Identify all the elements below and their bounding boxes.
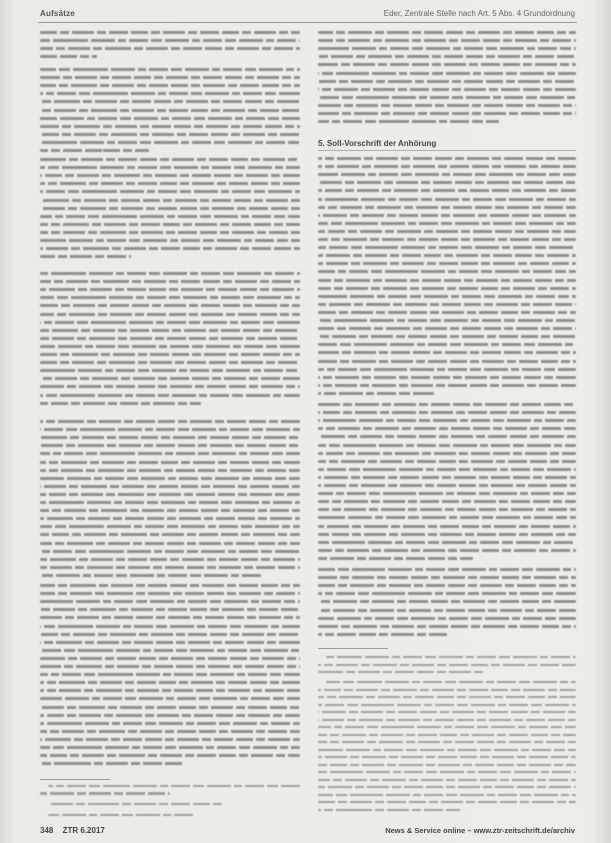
illegible-text-line [40, 706, 300, 709]
illegible-text-line [40, 141, 300, 144]
illegible-text-line [318, 262, 576, 265]
illegible-text-line [40, 533, 300, 536]
illegible-text-line [40, 517, 300, 520]
illegible-text-line [40, 689, 300, 692]
illegible-text-line [40, 239, 300, 242]
illegible-footnote-line [40, 792, 170, 794]
illegible-text-line [40, 125, 300, 128]
illegible-text-line [40, 452, 300, 455]
illegible-text-line [40, 47, 300, 50]
illegible-text-line [40, 92, 300, 95]
illegible-text-line [40, 681, 300, 684]
illegible-footnote-line [318, 764, 576, 766]
section-heading-rule [318, 150, 576, 151]
illegible-text-line [40, 550, 300, 553]
illegible-text-line [40, 100, 300, 103]
illegible-text-line [40, 665, 300, 668]
illegible-text-line [318, 157, 576, 160]
illegible-text-line [40, 84, 300, 87]
section-heading: 5. Soll-Vorschrift der Anhörung [318, 139, 437, 148]
illegible-text-line [318, 460, 576, 463]
illegible-text-line [40, 199, 300, 202]
illegible-footnote-line [318, 779, 576, 781]
illegible-text-line [318, 31, 576, 34]
illegible-text-line [40, 223, 300, 226]
illegible-text-line [318, 104, 576, 107]
illegible-footnote-line [318, 664, 576, 666]
illegible-footnote-line [318, 704, 576, 706]
illegible-footnote-line [326, 656, 576, 658]
illegible-text-line [40, 592, 300, 595]
illegible-text-line [318, 444, 576, 447]
illegible-text-line [40, 542, 300, 545]
illegible-text-line [40, 353, 300, 356]
illegible-text-line [318, 533, 576, 536]
illegible-text-line [318, 360, 576, 363]
illegible-text-line [40, 215, 300, 218]
illegible-text-line [318, 47, 576, 50]
illegible-text-line [318, 592, 576, 595]
illegible-text-line [318, 351, 576, 354]
illegible-footnote-line [318, 794, 576, 796]
illegible-text-line [40, 288, 300, 291]
illegible-text-line [318, 230, 576, 233]
illegible-footnote-line [318, 719, 576, 721]
illegible-footnote-line [318, 711, 576, 713]
illegible-text-line [40, 304, 300, 307]
illegible-footnote-line [318, 771, 576, 773]
illegible-text-line [318, 568, 576, 571]
illegible-text-line [40, 525, 300, 528]
journal-issue: ZTR 6.2017 [62, 826, 105, 835]
illegible-text-line [40, 109, 300, 112]
illegible-text-line [40, 272, 300, 275]
illegible-text-line [318, 335, 576, 338]
illegible-text-line [318, 206, 576, 209]
illegible-text-line [318, 576, 576, 579]
illegible-text-line [40, 657, 300, 660]
illegible-text-line [40, 625, 300, 628]
illegible-text-line [40, 207, 300, 210]
illegible-text-line [40, 428, 300, 431]
illegible-text-line [40, 477, 300, 480]
illegible-text-line [318, 452, 576, 455]
illegible-footnote-line [318, 734, 576, 736]
illegible-text-line [40, 558, 300, 561]
illegible-text-line [318, 165, 576, 168]
illegible-text-line [318, 198, 576, 201]
illegible-text-line [40, 255, 131, 258]
illegible-text-line [318, 625, 576, 628]
page-number: 348 [40, 826, 54, 835]
illegible-text-line [318, 96, 576, 99]
illegible-text-line [40, 190, 300, 193]
illegible-text-line [318, 214, 576, 217]
illegible-text-line [318, 609, 576, 612]
illegible-text-line [318, 55, 576, 58]
footnote-separator-left [40, 779, 110, 780]
illegible-text-line [40, 436, 300, 439]
illegible-text-line [318, 39, 576, 42]
page-footer-left [40, 826, 112, 835]
footnote-separator-right [318, 648, 388, 649]
illegible-text-line [318, 303, 576, 306]
illegible-text-line [318, 270, 576, 273]
illegible-text-line [318, 80, 576, 83]
illegible-text-line [40, 329, 300, 332]
illegible-text-line [318, 343, 576, 346]
illegible-text-line [318, 311, 576, 314]
illegible-text-line [40, 444, 300, 447]
illegible-text-line [318, 287, 576, 290]
illegible-text-line [318, 476, 576, 479]
illegible-text-line [40, 296, 300, 299]
illegible-footnote-line [318, 671, 486, 673]
illegible-text-line [318, 549, 576, 552]
illegible-text-line [40, 722, 300, 725]
illegible-text-line [40, 361, 300, 364]
illegible-text-line [40, 313, 300, 316]
illegible-text-line [318, 112, 576, 115]
illegible-text-line [318, 295, 576, 298]
illegible-text-line [318, 319, 576, 322]
illegible-text-line [318, 403, 576, 406]
illegible-text-line [40, 730, 300, 733]
illegible-text-line [40, 616, 300, 619]
illegible-text-line [318, 500, 576, 503]
illegible-text-line [40, 509, 300, 512]
illegible-text-line [40, 247, 300, 250]
illegible-text-line [318, 88, 576, 91]
illegible-text-line [318, 584, 576, 587]
illegible-text-line [40, 746, 300, 749]
illegible-text-line [40, 385, 300, 388]
illegible-text-line [40, 461, 300, 464]
illegible-footnote-line [318, 756, 576, 758]
illegible-footnote-line [318, 696, 576, 698]
illegible-text-line [40, 321, 300, 324]
illegible-text-line [318, 222, 576, 225]
illegible-text-line [318, 181, 576, 184]
illegible-text-line [40, 31, 300, 34]
illegible-text-line [40, 608, 300, 611]
illegible-text-line [318, 254, 576, 257]
illegible-text-line [40, 369, 300, 372]
illegible-footnote-line [326, 681, 576, 683]
illegible-text-line [40, 649, 300, 652]
illegible-text-line [40, 149, 149, 152]
illegible-text-line [40, 574, 261, 577]
illegible-text-line [40, 762, 183, 765]
illegible-text-line [40, 133, 300, 136]
illegible-text-line [40, 633, 300, 636]
illegible-text-line [318, 279, 576, 282]
illegible-text-line [40, 68, 300, 71]
illegible-text-line [318, 435, 576, 438]
illegible-text-line [318, 557, 473, 560]
illegible-text-line [40, 231, 300, 234]
illegible-text-line [40, 76, 300, 79]
illegible-text-line [318, 516, 576, 519]
illegible-text-line [40, 420, 300, 423]
illegible-text-line [318, 541, 576, 544]
illegible-text-line [40, 600, 300, 603]
illegible-text-line [40, 394, 300, 397]
illegible-text-line [318, 600, 576, 603]
illegible-text-line [318, 411, 576, 414]
illegible-text-line [40, 39, 300, 42]
illegible-footnote-line [318, 801, 576, 803]
illegible-text-line [40, 493, 300, 496]
header-rule [38, 22, 577, 23]
illegible-text-line [318, 368, 576, 371]
illegible-footnote-line [48, 803, 222, 805]
illegible-text-line [318, 246, 576, 249]
illegible-text-line [40, 584, 300, 587]
illegible-text-line [40, 697, 300, 700]
illegible-text-line [40, 182, 300, 185]
illegible-text-line [318, 120, 499, 123]
illegible-text-line [40, 174, 300, 177]
illegible-text-line [318, 633, 447, 636]
section-label: Aufsätze [40, 9, 75, 18]
illegible-text-line [40, 754, 300, 757]
illegible-text-line [40, 738, 300, 741]
illegible-text-line [318, 189, 576, 192]
illegible-text-line [40, 673, 300, 676]
illegible-text-line [40, 345, 300, 348]
illegible-footnote-line [318, 726, 576, 728]
illegible-text-line [40, 566, 300, 569]
illegible-footnote-line [48, 814, 196, 816]
illegible-text-line [40, 714, 300, 717]
illegible-text-line [318, 468, 576, 471]
illegible-text-line [318, 484, 576, 487]
illegible-text-line [40, 501, 300, 504]
illegible-footnote-line [318, 749, 576, 751]
illegible-text-line [40, 485, 300, 488]
illegible-text-line [40, 377, 300, 380]
illegible-text-line [318, 508, 576, 511]
illegible-text-line [318, 327, 576, 330]
illegible-text-line [318, 173, 576, 176]
illegible-text-line [318, 492, 576, 495]
illegible-text-line [318, 392, 434, 395]
illegible-text-line [318, 63, 576, 66]
illegible-text-line [40, 117, 300, 120]
illegible-text-line [40, 280, 300, 283]
illegible-text-line [318, 427, 576, 430]
illegible-text-line [40, 337, 300, 340]
illegible-text-line [318, 419, 576, 422]
illegible-footnote-line [318, 689, 576, 691]
running-title: Eder, Zentrale Stelle nach Art. 5 Abs. 4 Grundordnung [383, 9, 575, 18]
illegible-text-line [318, 72, 576, 75]
illegible-text-line [40, 469, 300, 472]
illegible-text-line [40, 166, 300, 169]
illegible-footnote-line [318, 809, 460, 811]
illegible-text-line [318, 525, 576, 528]
illegible-footnote-line [318, 786, 576, 788]
illegible-text-line [318, 238, 576, 241]
illegible-footnote-line [318, 741, 576, 743]
illegible-footnote-line [48, 785, 300, 787]
illegible-text-line [318, 384, 576, 387]
illegible-text-line [40, 641, 300, 644]
illegible-text-line [318, 376, 576, 379]
journal-website: News & Service online – www.ztr-zeitschrift.de/archiv [385, 826, 575, 835]
illegible-text-line [40, 402, 201, 405]
illegible-text-line [40, 55, 97, 58]
illegible-text-line [40, 158, 300, 161]
illegible-text-line [318, 617, 576, 620]
